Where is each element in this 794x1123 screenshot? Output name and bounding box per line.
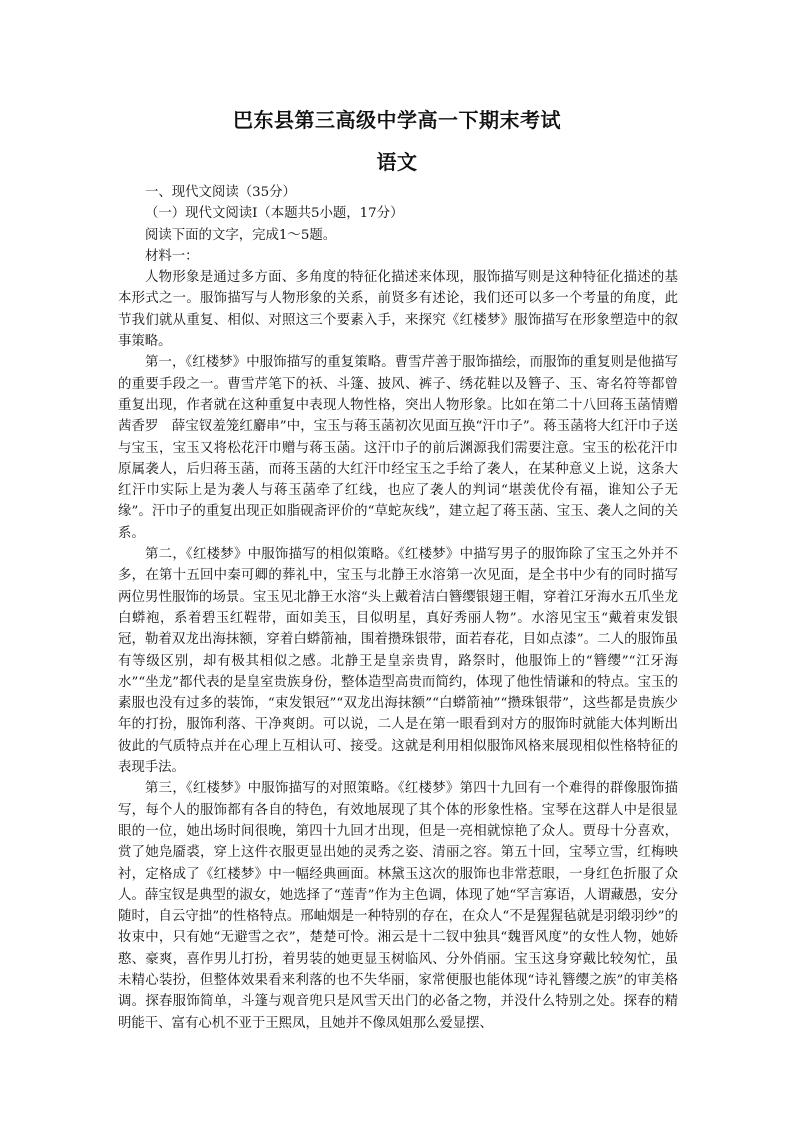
paragraph-intro: 人物形象是通过多方面、多角度的特征化描述来体现，服饰描写则是这种特征化描述的基本形式之一。服饰描写与人物形象的关系，前贤多有述论，我们还可以多一个考量的角度，此节我们就从重复、相似、对照这三个要素入手，来探究《红楼梦》服饰描写在形象塑造中的叙事策略。 [118,270,678,350]
reading-content [118,182,678,1034]
subject-title: 语文 [376,150,418,174]
paragraph-similarity: 第二，《红楼梦》中服饰描写的相似策略。《红楼梦》中描写男子的服饰除了宝玉之外并不多，在第十五回中秦可卿的葬礼中，宝玉与北静王水溶第一次见面，是全书中少有的同时描写两位男性服饰的场景。宝玉见北静王水溶“头上戴着洁白簪缨银翅王帽，穿着江牙海水五爪坐龙白蟒袍，系着碧玉红鞓带，面如美玉，目似明星，真好秀丽人物”。水溶见宝玉“戴着束发银冠，勒着双龙出海抹额，穿着白蟒箭袖，围着攒珠银带，面若春花，目如点漆”。二人的服饰虽有等级区别，却有极其相似之感。北静王是皇亲贵胄，路祭时，他服饰上的“簪缨”“江牙海水”“坐龙”都代表的是皇室贵族身份，整体造型高贵而简约，体现了他性情谦和的特点。宝玉的素服也没有过多的装饰，“束发银冠”“双龙出海抹额”“白蟒箭袖”“攒珠银带”，这些都是贵族少年的打扮，服饰利落、干净爽朗。可以说，二人是在第一眼看到对方的服饰时就能大体判断出彼此的气质特点并在心理上互相认可、接受。这就是利用相似服饰风格来展现相似性格特征的表现手法。 [118,547,678,776]
material-label: 材料一： [145,248,199,264]
exam-title: 巴东县第三高级中学高一下期末考试 [233,108,561,132]
section-heading: 一、现代文阅读（35分） [145,185,296,200]
paragraph-repetition: 第一，《红楼梦》中服饰描写的重复策略。曹雪芹善于服饰描绘，而服饰的重复则是他描写的重要手段之一。曹雪芹笔下的袄、斗篷、披风、裤子、绣花鞋以及簪子、玉、寄名符等都曾重复出现，作者就在这种重复中表现人物性格，突出人物形象。比如在第二十八回蒋玉菡情赠茜香罗 薛宝钗羞笼红麝串”中，宝玉与蒋玉菡初次见面互换“汗巾子”。蒋玉菡将大红汗巾子送与宝玉，宝玉又将松花汗巾赠与蒋玉菡。这汗巾子的前后渊源我们需要注意。宝玉的松花汗巾原属袭人，后归蒋玉菡，而蒋玉菡的大红汗巾经宝玉之手给了袭人，在某种意义上说，这条大红汗巾实际上是为袭人与蒋玉菡牵了红线，也应了袭人的判词“堪羡优伶有福，谁知公子无缘”。汗巾子的重复出现正如脂砚斋评价的“草蛇灰线”，建立起了蒋玉菡、宝玉、袭人之间的关系。 [118,355,678,541]
paragraph-contrast: 第三，《红楼梦》中服饰描写的对照策略。《红楼梦》第四十九回有一个难得的群像服饰描写，每个人的服饰都有各自的特色，有效地展现了其个体的形象性格。宝琴在这群人中是很显眼的一位，她出场时间很晚，第四十九回才出现，但是一亮相就惊艳了众人。贾母十分喜欢，赏了她凫靥裘，穿上这件衣服更显出她的灵秀之姿、清丽之容。第五十回，宝琴立雪，红梅映衬，定格成了《红楼梦》中一幅经典画面。林黛玉这次的服饰也非常惹眼，一身红色折服了众人。薛宝钗是典型的淑女，她选择了“莲青”作为主色调，体现了她“罕言寡语，人谓藏愚，安分随时，自云守拙”的性格特点。邢岫烟是一种特别的存在，在众人“不是猩猩毡就是羽缎羽纱”的妆束中，只有她“无避雪之衣”，楚楚可怜。湘云是十二钗中独具“魏晋风度”的女性人物，她娇憨、豪爽，喜作男儿打扮，着男装的她更显玉树临风、分外俏丽。宝玉这身穿戴比较匆忙，虽未精心装扮，但整体效果看来利落的也不失华丽，家常便服也能体现“诗礼簪缨之族”的审美格调。探春服饰简单，斗篷与观音兜只是风雪天出门的必备之物，并没什么特别之处。探春的精明能干、富有心机不亚于王熙凤，且她并不像凤姐那么爱显摆、 [118,781,678,1031]
section-subheading: （一）现代文阅读Ⅰ（本题共5小题，17分） [145,206,404,222]
instruction-text: 阅读下面的文字，完成1～5题。 [145,227,337,243]
